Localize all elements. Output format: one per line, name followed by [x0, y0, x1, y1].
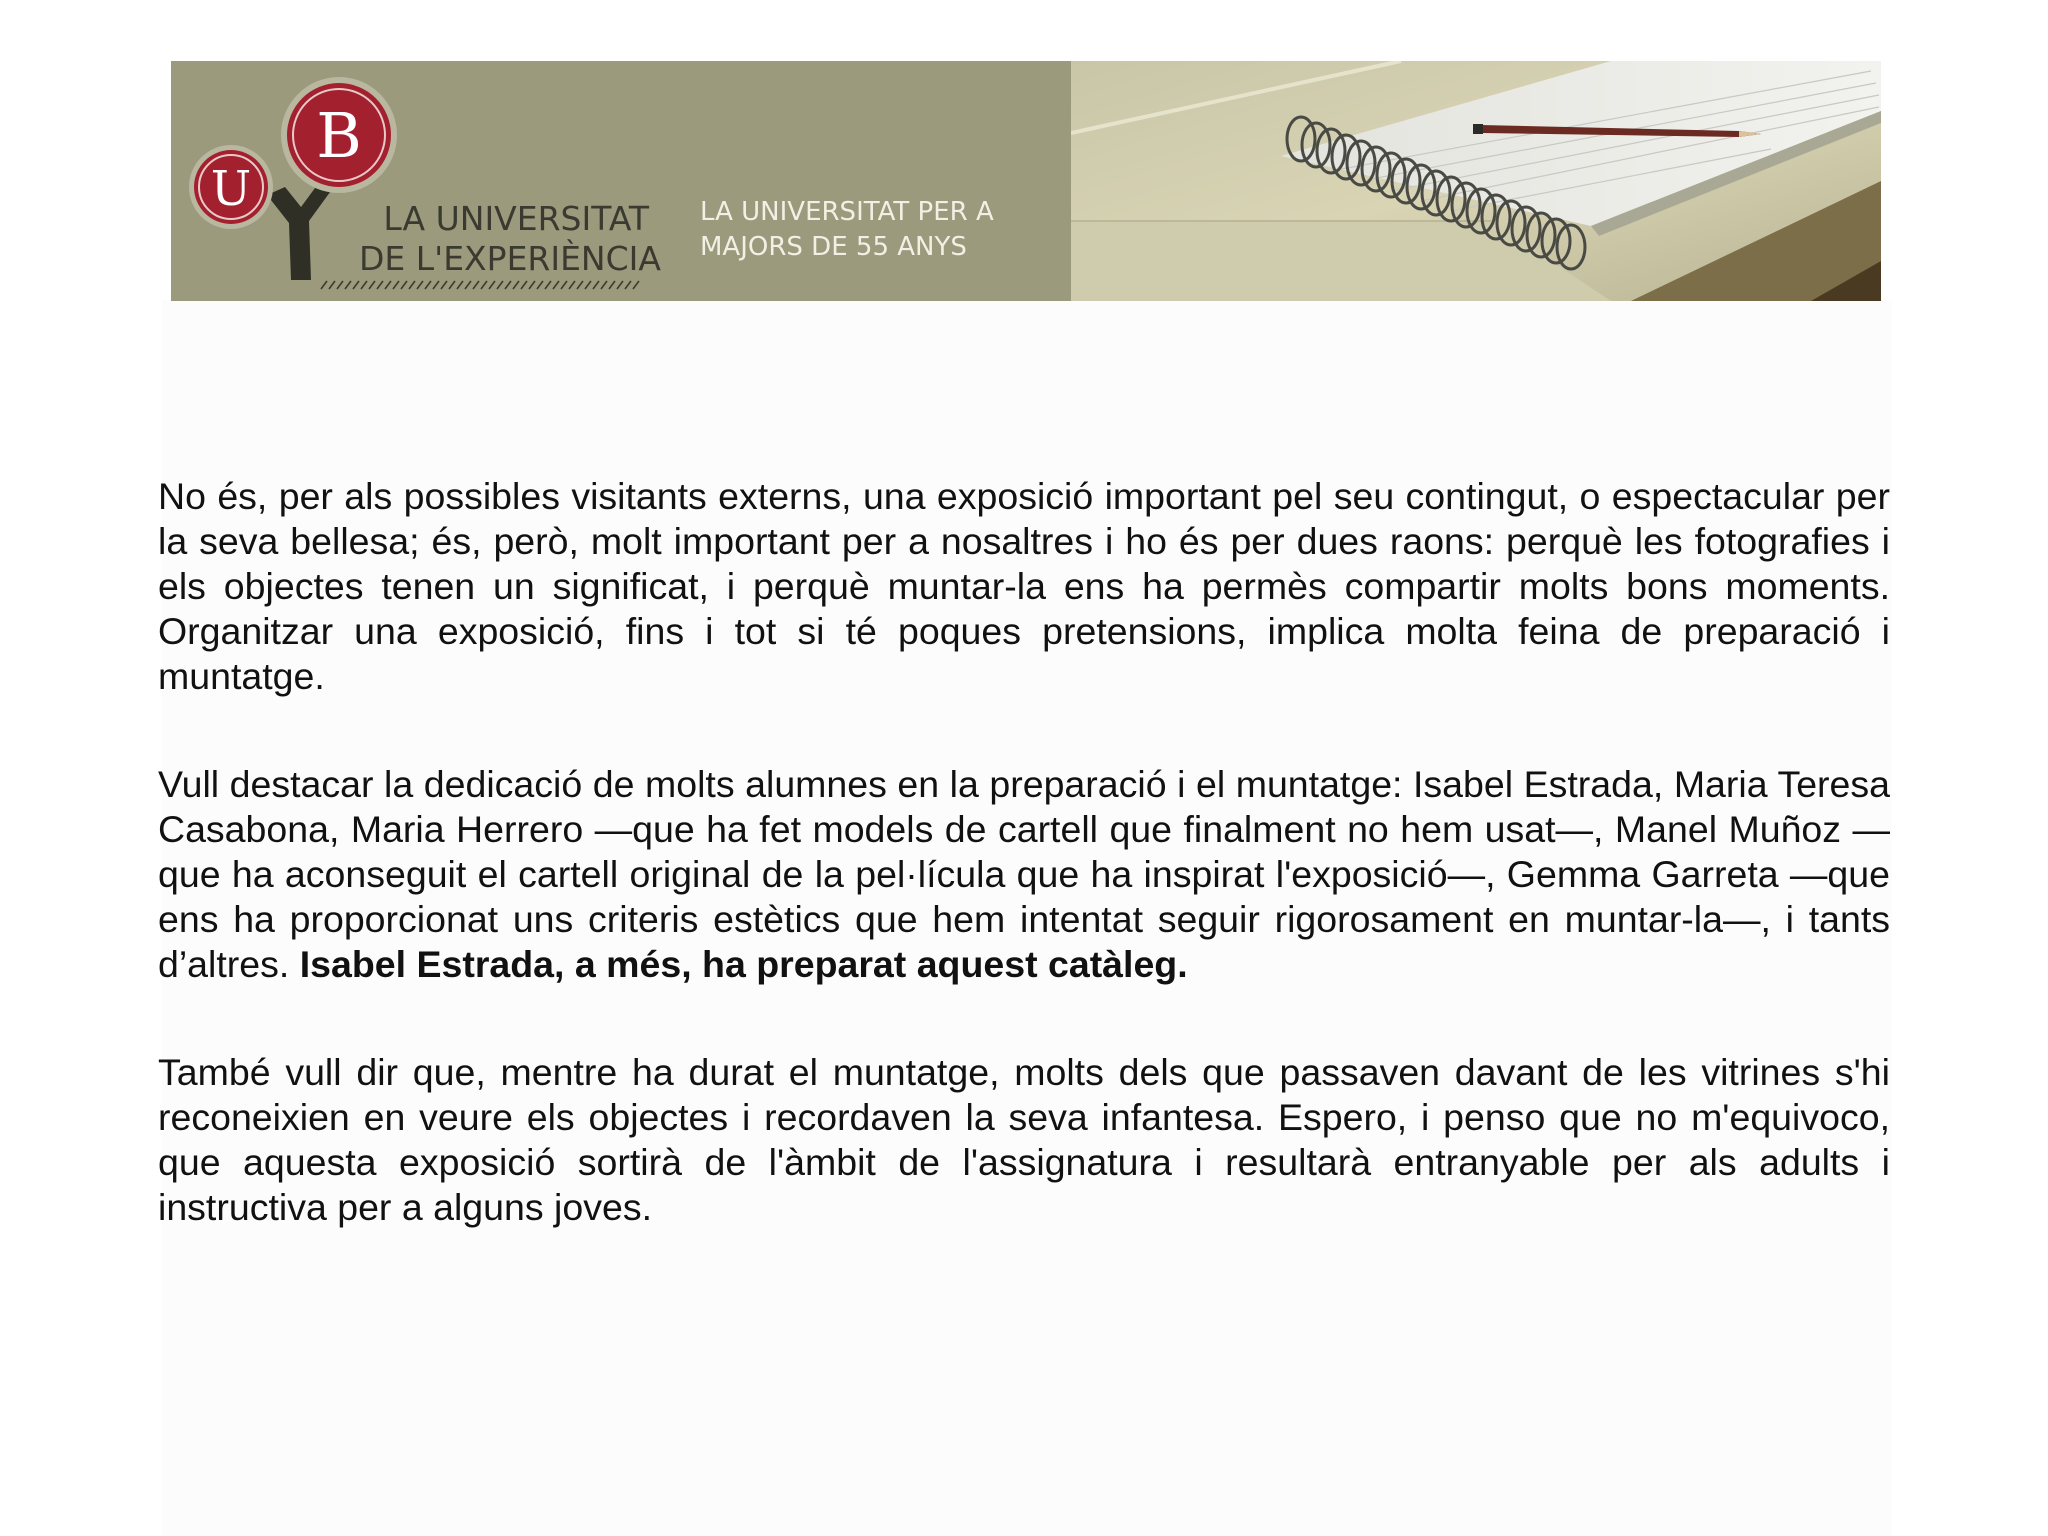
tagline-line-2: MAJORS DE 55 ANYS — [700, 232, 967, 262]
paragraph-3: També vull dir que, mentre ha durat el muntatge, molts dels que passaven davant de les vitrines s'hi reconeixien en veure els objectes i recordaven la seva infantesa. Espero, i penso que no m'equivoco, que aquesta exposició sortirà de l'àmbit de l'assignatura i resultarà entranyable per als adults i instructiva per a alguns joves. — [158, 1051, 1890, 1228]
notebook-pencil-photo-icon — [1071, 61, 1881, 301]
paragraph-2 — [158, 762, 1890, 987]
header-banner — [171, 61, 1881, 301]
document-body — [158, 474, 1890, 1230]
ub-logo — [189, 75, 661, 295]
notebook-photo — [1071, 61, 1881, 301]
logo-line-2: DE L'EXPERIÈNCIA — [359, 239, 661, 278]
paragraph-1: No és, per als possibles visitants externs, una exposició important pel seu contingut, o espectacular per la seva bellesa; és, però, molt important per a nosaltres i ho és per dues raons: perquè les fotografies i els objectes tenen un significat, i perquè muntar-la ens ha permès compartir molts bons moments. Organitzar una exposició, fins i tot si té poques pretensions, implica molta feina de preparació i muntatge. — [158, 475, 1890, 697]
logo-wordmark — [359, 199, 661, 279]
paragraph-2-text: Vull destacar la dedicació de molts alumnes en la preparació i el muntatge: Isabel Estrada, Maria Teresa Casabona, Maria Herrero —que ha fet models de cartell que finalment no hem usat—, Manel Muñoz —que ha aconseguit el cartell original de la pel·lícula que ha inspirat l'exposició—, Gemma Garreta —que ens ha proporcionat uns criteris estètics que hem intentat seguir rigorosament en muntar-la—, i tants d’altres. — [158, 763, 1890, 985]
logo-line-1: LA UNIVERSITAT — [383, 199, 649, 238]
banner-olive-panel — [171, 61, 1071, 301]
tagline-line-1: LA UNIVERSITAT PER A — [700, 197, 994, 227]
svg-text:B: B — [316, 99, 362, 172]
banner-tagline — [700, 195, 994, 265]
paragraph-2-bold-text: Isabel Estrada, a més, ha preparat aquest catàleg. — [299, 943, 1188, 985]
svg-text:U: U — [210, 161, 252, 217]
